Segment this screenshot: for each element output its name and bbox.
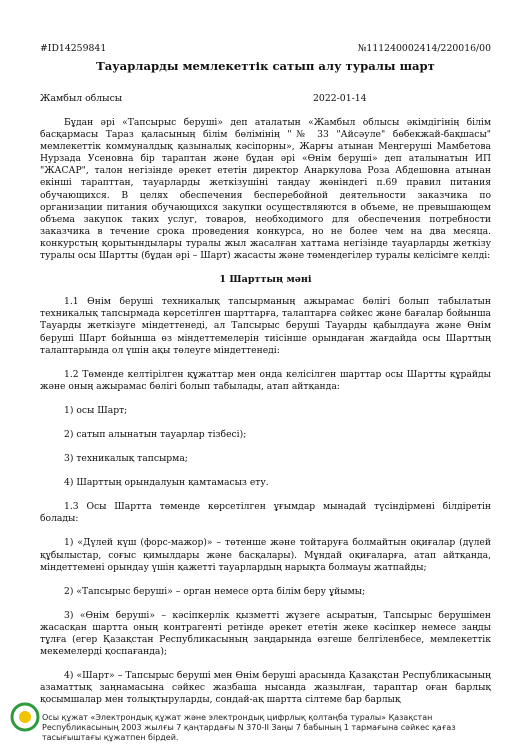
region-label: Жамбыл облысы xyxy=(40,93,123,104)
registration-number: №111240002414/220016/00 xyxy=(357,43,491,54)
definition-2: 2) «Тапсырыс беруші» – орган немесе орта білім беру ұйымы; xyxy=(64,585,366,597)
document-id: #ID14259841 xyxy=(40,43,107,54)
document-date: 2022-01-14 xyxy=(313,93,367,104)
document-body xyxy=(40,117,491,706)
list-item-1: 1) осы Шарт; xyxy=(64,404,128,416)
list-item-3: 3) техникалық тапсырма; xyxy=(64,453,188,465)
document-title: Тауарларды мемлекеттік сатып алу туралы шарт xyxy=(96,59,435,73)
section-heading: 1 Шарттың мәні xyxy=(219,274,312,286)
list-item-4: 4) Шарттың орындалуын қамтамасыз ету. xyxy=(64,477,269,489)
clause-1-2: 1.2 Төменде келтірілген құжаттар мен онда келісілген шарттар осы Шартты құрайды және оның ажырамас бөлігі болып табылады, атап айтқанда: xyxy=(40,368,491,392)
egov-logo-icon xyxy=(10,702,40,732)
definition-4: 4) «Шарт» – Тапсырыс беруші мен Өнім беруші арасында Қазақстан Республикасының азаматтық заңнамасына сәйкес жазбаша нысанда жазылған, тараптар оған барлық қосымшалар мен толықтыруларды, сондай-ақ шартта сілтеме бар барлық xyxy=(40,670,491,706)
intro-paragraph: Бұдан әрі «Тапсырыс беруші» деп аталатын «Жамбыл облысы әкімдігінің білім басқармасы Тараз қаласының білім бөлімінің "№ 33 "Айсәуле" бөбекжай-бақшасы" мемлекеттік коммуналдық қазыналық кәсіпорны», Жарғы атынан Меңгеруші Мамбетова Нурзада Усеновна бір тараптан және бұдан әрі «Өнім беруші» деп аталынатын ИП "ЖАСАР", талон негізінде әрекет ететін директор Анаркулова Роза Абдешовна атынан екінші тарапттан, тауарларды жеткізушіні таңдау жөніндегі п.69 правил питания обучающихся. В целях обеспечения бесперебойной деятельности заказчика по организации питания обучающихся закупки осуществляются в объеме, не превышающем объема закупок таких услуг, товаров, необходимого для обеспечения потребности заказчика в течение срока проведения конкурса, но не более чем на два месяца. конкурстың қорытындылары туралы жыл жасалған хаттама негізінде тауарларды жеткізу туралы осы Шартты (бұдан әрі – Шарт) жасасты және төмендегілер туралы келісімге келді: xyxy=(40,117,491,262)
definition-1: 1) «Дүлей күш (форс-мажор)» – төтенше және тойтаруға болмайтын оқиғалар (дүлей құбылыстар, соғыс қимылдары және басқалары). Мұндай оқиғаларға, атап айтқанда, міндеттемені орындау үшін қажетті тауарлардың нарықта болмауы жатпайды; xyxy=(40,537,491,573)
logo-center xyxy=(19,711,31,723)
definition-3: 3) «Өнім беруші» – кәсіпкерлік қызметті жүзеге асыратын, Тапсырыс берушімен жасасқан шартта оның контрагенті ретінде әрекет ететін жеке кәсіпкер немесе заңды тұлға (егер Қазақстан Республикасының заңдарында өзгеше белгіленбесе, мемлекеттік мекемелерді қоспағанда); xyxy=(40,609,491,658)
clause-1-3: 1.3 Осы Шартта төменде көрсетілген ұғымдар мынадай түсіндірмені білдіретін болады: xyxy=(40,501,491,525)
legal-footer: Осы құжат «Электрондық құжат және электрондық цифрлық қолтаңба туралы» Қазақстан Республикасының 2003 жылғы 7 қаңтардағы N 370-II Заңы 7 бабының 1 тармағына сәйкес қағаз тасығыштағы құжатпен бірдей. xyxy=(40,712,484,744)
list-item-2: 2) сатып алынатын тауарлар тізбесі); xyxy=(64,428,247,440)
clause-1-1: 1.1 Өнім беруші техникалық тапсырманың ажырамас бөлігі болып табылатын техникалық тапсырмада көрсетілген шарттарға, талаптарға сәйкес және бағалар бойынша Тауарды жеткізуге міндеттенеді, ал Тапсырыс беруші Тауарды қабылдауға және Өнім беруші Шарт бойынша өз міндеттемелерін тиісінше орындаған жағдайда осы Шарттың талаптарында ол үшін ақы төлеуге міндеттенеді: xyxy=(40,296,491,356)
